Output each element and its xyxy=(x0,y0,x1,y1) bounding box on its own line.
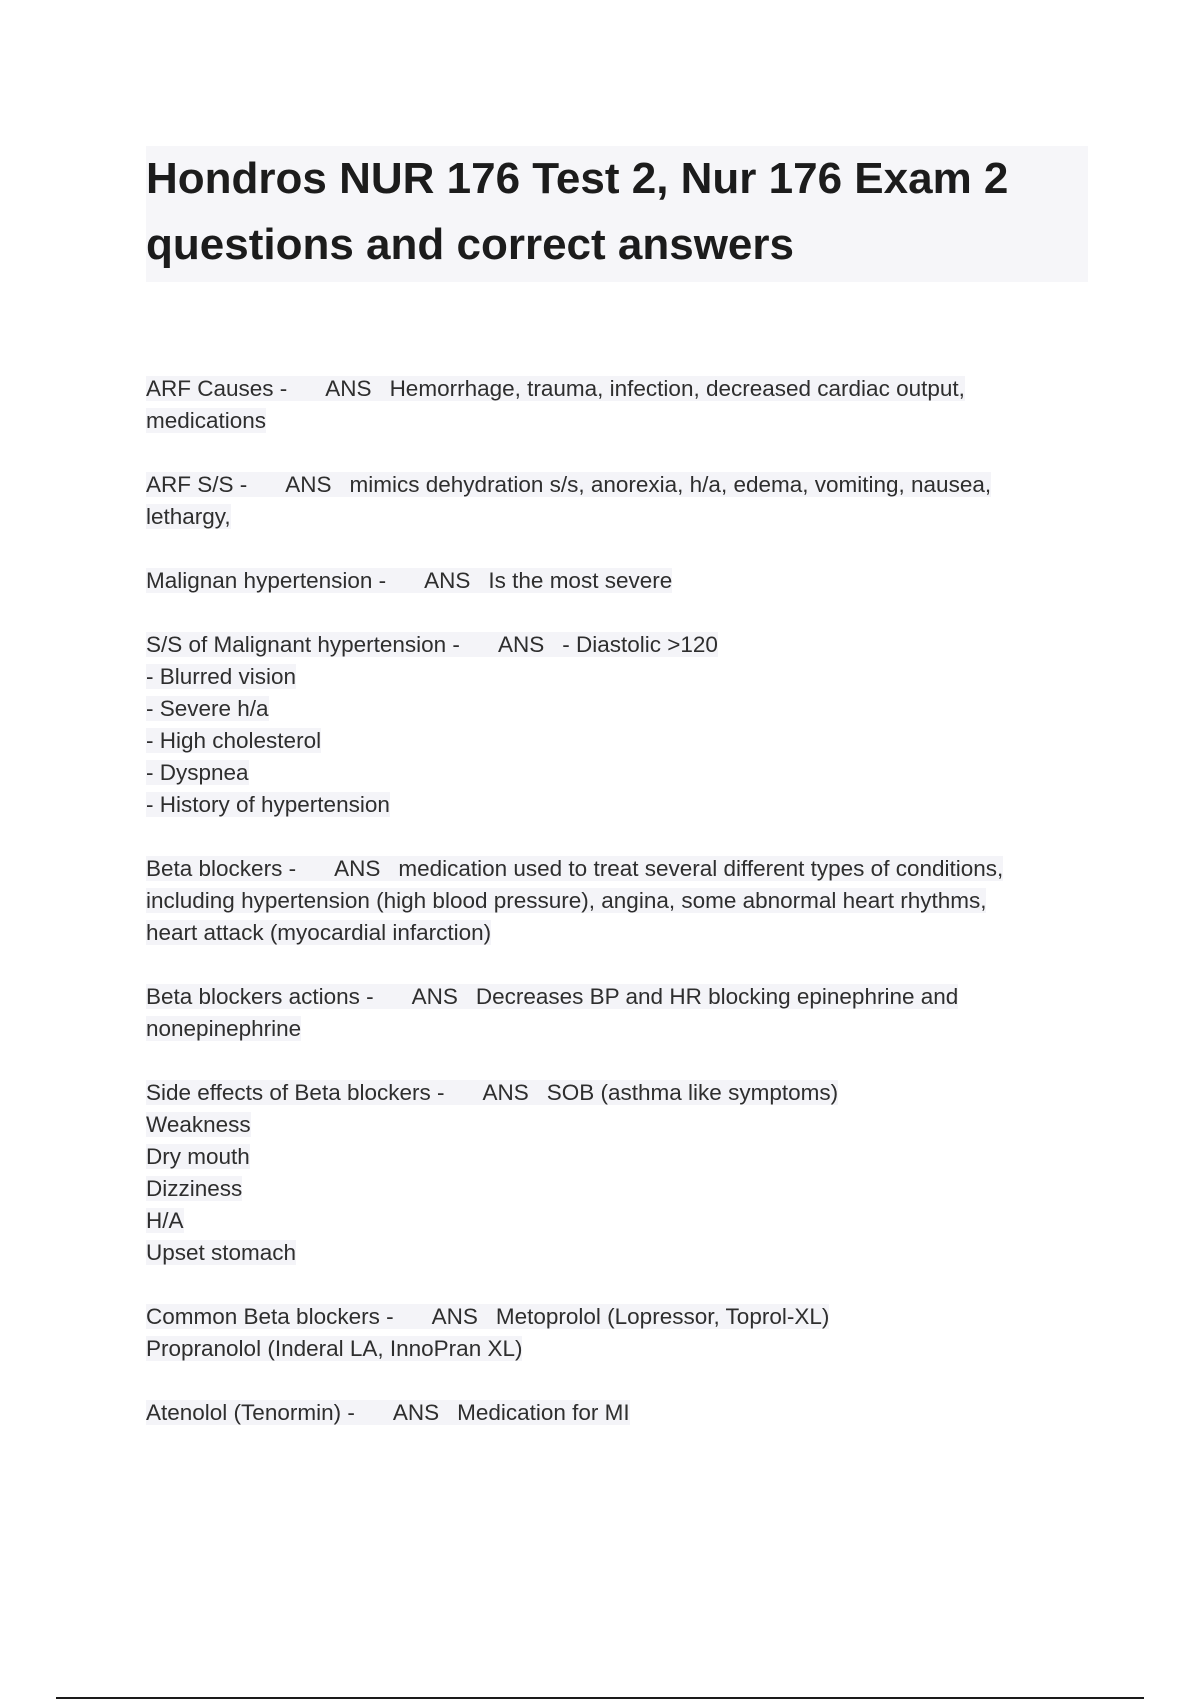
ans-label: ANS xyxy=(411,984,458,1009)
qa-continuation-line xyxy=(146,1205,1106,1237)
qa-term: ARF S/S - xyxy=(146,472,248,497)
qa-continuation-line xyxy=(146,1333,1106,1365)
qa-continuation-line xyxy=(146,1173,1106,1205)
qa-highlight xyxy=(146,1304,829,1329)
qa-highlight xyxy=(146,568,672,593)
qa-item xyxy=(146,981,1106,1045)
qa-highlight xyxy=(146,984,958,1009)
qa-continuation-line xyxy=(146,789,1106,821)
qa-item xyxy=(146,469,1106,533)
qa-continuation-line xyxy=(146,885,1106,917)
qa-continuation-line xyxy=(146,1013,1106,1045)
qa-term: Common Beta blockers - xyxy=(146,1304,394,1329)
ans-label: ANS xyxy=(497,632,545,657)
qa-continuation-text: Dry mouth xyxy=(146,1144,250,1169)
qa-first-line xyxy=(146,469,1106,501)
qa-continuation-text: - Dyspnea xyxy=(146,760,249,785)
qa-list xyxy=(146,373,1106,1461)
qa-continuation-line xyxy=(146,405,1106,437)
qa-first-line xyxy=(146,1397,1106,1429)
ans-label: ANS xyxy=(325,376,372,401)
qa-continuation-text: heart attack (myocardial infarction) xyxy=(146,920,492,945)
qa-term: Atenolol (Tenormin) - xyxy=(146,1400,355,1425)
qa-continuation-text: including hypertension (high blood pressure), angina, some abnormal heart rhythms, xyxy=(146,888,987,913)
qa-answer: SOB (asthma like symptoms) xyxy=(546,1080,839,1105)
qa-first-line xyxy=(146,981,1106,1013)
qa-term: S/S of Malignant hypertension - xyxy=(146,632,460,657)
qa-continuation-text: Weakness xyxy=(146,1112,251,1137)
qa-continuation-line xyxy=(146,1109,1106,1141)
qa-continuation-text: H/A xyxy=(146,1208,184,1233)
qa-continuation-text: - History of hypertension xyxy=(146,792,390,817)
qa-continuation-line xyxy=(146,501,1106,533)
qa-continuation-text: lethargy, xyxy=(146,504,231,529)
qa-term: Malignan hypertension - xyxy=(146,568,387,593)
qa-item xyxy=(146,1397,1106,1429)
qa-term: ARF Causes - xyxy=(146,376,288,401)
qa-answer: mimics dehydration s/s, anorexia, h/a, edema, vomiting, nausea, xyxy=(349,472,992,497)
qa-continuation-text: - Severe h/a xyxy=(146,696,269,721)
qa-continuation-text: Upset stomach xyxy=(146,1240,297,1265)
qa-highlight xyxy=(146,1400,630,1425)
ans-label: ANS xyxy=(392,1400,440,1425)
qa-answer: Metoprolol (Lopressor, Toprol-XL) xyxy=(495,1304,830,1329)
qa-continuation-line xyxy=(146,661,1106,693)
qa-first-line xyxy=(146,1301,1106,1333)
qa-continuation-text: Dizziness xyxy=(146,1176,243,1201)
qa-term: Beta blockers - xyxy=(146,856,297,881)
qa-highlight xyxy=(146,472,991,497)
ans-label: ANS xyxy=(334,856,381,881)
qa-item xyxy=(146,1301,1106,1365)
qa-highlight xyxy=(146,632,718,657)
ans-label: ANS xyxy=(285,472,332,497)
qa-term: Side effects of Beta blockers - xyxy=(146,1080,445,1105)
qa-continuation-text: medications xyxy=(146,408,267,433)
ans-label: ANS xyxy=(482,1080,529,1105)
qa-first-line xyxy=(146,373,1106,405)
qa-answer: - Diastolic >120 xyxy=(562,632,718,657)
qa-highlight xyxy=(146,376,965,401)
qa-item xyxy=(146,853,1106,949)
qa-continuation-line xyxy=(146,725,1106,757)
footer-divider xyxy=(56,1697,1144,1699)
title-line-2: questions and correct answers xyxy=(146,220,794,269)
qa-continuation-text: - High cholesterol xyxy=(146,728,322,753)
qa-first-line xyxy=(146,565,1106,597)
qa-continuation-line xyxy=(146,1141,1106,1173)
qa-continuation-text: Propranolol (Inderal LA, InnoPran XL) xyxy=(146,1336,523,1361)
qa-continuation-text: - Blurred vision xyxy=(146,664,297,689)
qa-answer: Hemorrhage, trauma, infection, decreased cardiac output, xyxy=(389,376,965,401)
qa-answer: Is the most severe xyxy=(488,568,673,593)
qa-first-line xyxy=(146,1077,1106,1109)
ans-label: ANS xyxy=(431,1304,478,1329)
title-block xyxy=(146,146,1088,282)
qa-term: Beta blockers actions - xyxy=(146,984,374,1009)
qa-continuation-line xyxy=(146,693,1106,725)
qa-answer: Decreases BP and HR blocking epinephrine and xyxy=(475,984,959,1009)
qa-answer: medication used to treat several different types of conditions, xyxy=(398,856,1004,881)
ans-label: ANS xyxy=(424,568,471,593)
title-line-1: Hondros NUR 176 Test 2, Nur 176 Exam 2 xyxy=(146,154,1009,203)
qa-continuation-line xyxy=(146,757,1106,789)
qa-continuation-line xyxy=(146,917,1106,949)
qa-item xyxy=(146,1077,1106,1269)
qa-item xyxy=(146,565,1106,597)
page-title xyxy=(146,146,1088,278)
qa-continuation-line xyxy=(146,1237,1106,1269)
qa-first-line xyxy=(146,629,1106,661)
qa-continuation-text: nonepinephrine xyxy=(146,1016,302,1041)
qa-highlight xyxy=(146,856,1003,881)
qa-item xyxy=(146,629,1106,821)
qa-item xyxy=(146,373,1106,437)
qa-answer: Medication for MI xyxy=(457,1400,630,1425)
qa-highlight xyxy=(146,1080,838,1105)
qa-first-line xyxy=(146,853,1106,885)
